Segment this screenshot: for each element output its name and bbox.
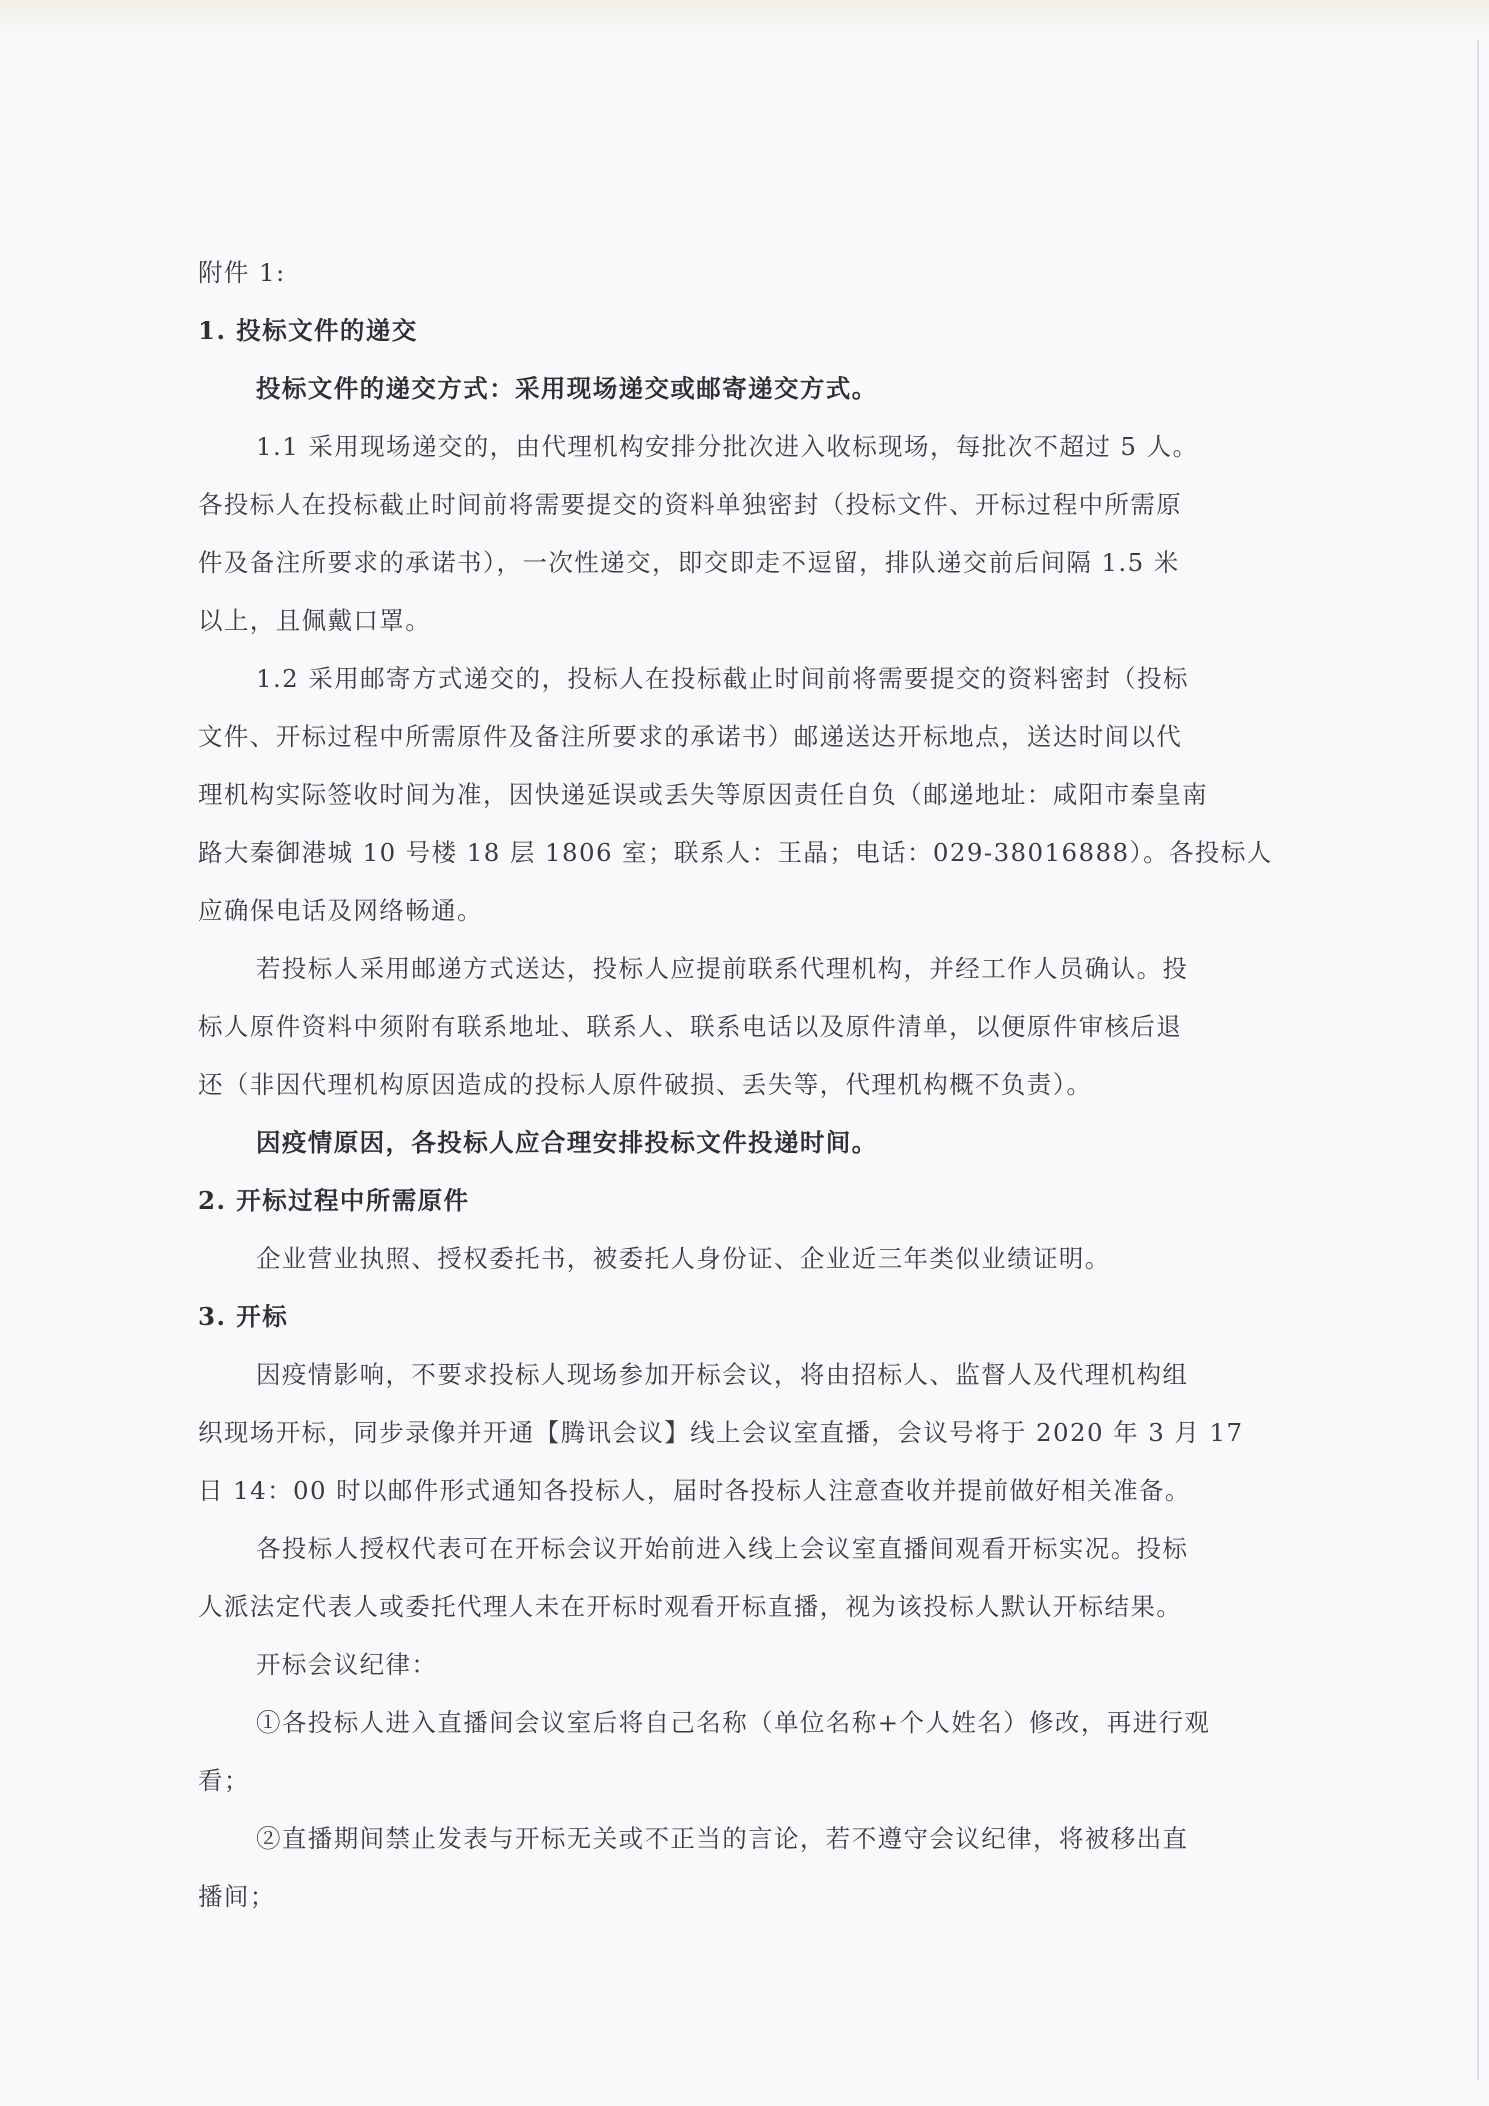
- paragraph-3-2: [198, 1520, 1278, 1636]
- paragraph-line: 各投标人授权代表可在开标会议开始前进入线上会议室直播间观看开标实况。投标: [256, 1534, 1189, 1563]
- paragraph-line: 因疫情影响，不要求投标人现场参加开标会议，将由招标人、监督人及代理机构组: [256, 1360, 1189, 1389]
- paragraph-line: 日 14：00 时以邮件形式通知各投标人，届时各投标人注意查收并提前做好相关准备。: [198, 1476, 1191, 1505]
- paragraph-3-1: [198, 1346, 1278, 1520]
- attachment-label: 附件 1:: [198, 258, 286, 287]
- paragraph-line: ②直播期间禁止发表与开标无关或不正当的言论，若不遵守会议纪律，将被移出直: [256, 1824, 1189, 1853]
- section-1-heading: 1. 投标文件的递交: [198, 316, 418, 345]
- paragraph-line: 播间；: [198, 1882, 276, 1911]
- paragraph-line: ①各投标人进入直播间会议室后将自己名称（单位名称+个人姓名）修改，再进行观: [256, 1708, 1211, 1737]
- paragraph-line: 应确保电话及网络畅通。: [198, 896, 483, 925]
- paragraph-line: 以上，且佩戴口罩。: [198, 606, 432, 635]
- paragraph-line: 若投标人采用邮递方式送达，投标人应提前联系代理机构，并经工作人员确认。投: [256, 954, 1189, 983]
- rule-1: [198, 1694, 1278, 1810]
- paragraph-line: 路大秦御港城 10 号楼 18 层 1806 室；联系人：王晶；电话：029-38016888）。各投标人: [198, 838, 1273, 867]
- discipline-title: 开标会议纪律：: [256, 1650, 438, 1679]
- paragraph-line: 1.1 采用现场递交的，由代理机构安排分批次进入收标现场，每批次不超过 5 人。: [256, 432, 1199, 461]
- paragraph-line: 各投标人在投标截止时间前将需要提交的资料单独密封（投标文件、开标过程中所需原: [198, 490, 1183, 519]
- paragraph-line: 人派法定代表人或委托代理人未在开标时观看开标直播，视为该投标人默认开标结果。: [198, 1592, 1183, 1621]
- paragraph-line: 1.2 采用邮寄方式递交的，投标人在投标截止时间前将需要提交的资料密封（投标: [256, 664, 1189, 693]
- submission-method: 投标文件的递交方式：采用现场递交或邮寄递交方式。: [256, 374, 878, 403]
- section-2-heading: 2. 开标过程中所需原件: [198, 1186, 470, 1215]
- paragraph-line: 还（非因代理机构原因造成的投标人原件破损、丢失等，代理机构概不负责）。: [198, 1070, 1093, 1099]
- paragraph-line: 理机构实际签收时间为准，因快递延误或丢失等原因责任自负（邮递地址：咸阳市秦皇南: [198, 780, 1209, 809]
- scan-top-band: [0, 0, 1489, 40]
- scan-right-edge: [1477, 40, 1479, 2080]
- paragraph-line: 标人原件资料中须附有联系地址、联系人、联系电话以及原件清单，以便原件审核后退: [198, 1012, 1183, 1041]
- section-3-heading: 3. 开标: [198, 1302, 289, 1331]
- epidemic-note: 因疫情原因，各投标人应合理安排投标文件投递时间。: [256, 1128, 878, 1157]
- paragraph-line: 看；: [198, 1766, 250, 1795]
- document-body: [198, 244, 1278, 1926]
- paragraph-line: 文件、开标过程中所需原件及备注所要求的承诺书）邮递送达开标地点，送达时间以代: [198, 722, 1183, 751]
- paragraph-1-2: [198, 650, 1278, 940]
- paragraph-line: 件及备注所要求的承诺书），一次性递交，即交即走不逗留，排队递交前后间隔 1.5 米: [198, 548, 1180, 577]
- paragraph-mail: [198, 940, 1278, 1114]
- section-2-body: 企业营业执照、授权委托书，被委托人身份证、企业近三年类似业绩证明。: [256, 1244, 1111, 1273]
- rule-2: [198, 1810, 1278, 1926]
- paragraph-1-1: [198, 418, 1278, 650]
- paragraph-line: 织现场开标，同步录像并开通【腾讯会议】线上会议室直播，会议号将于 2020 年 3 月 17: [198, 1418, 1244, 1447]
